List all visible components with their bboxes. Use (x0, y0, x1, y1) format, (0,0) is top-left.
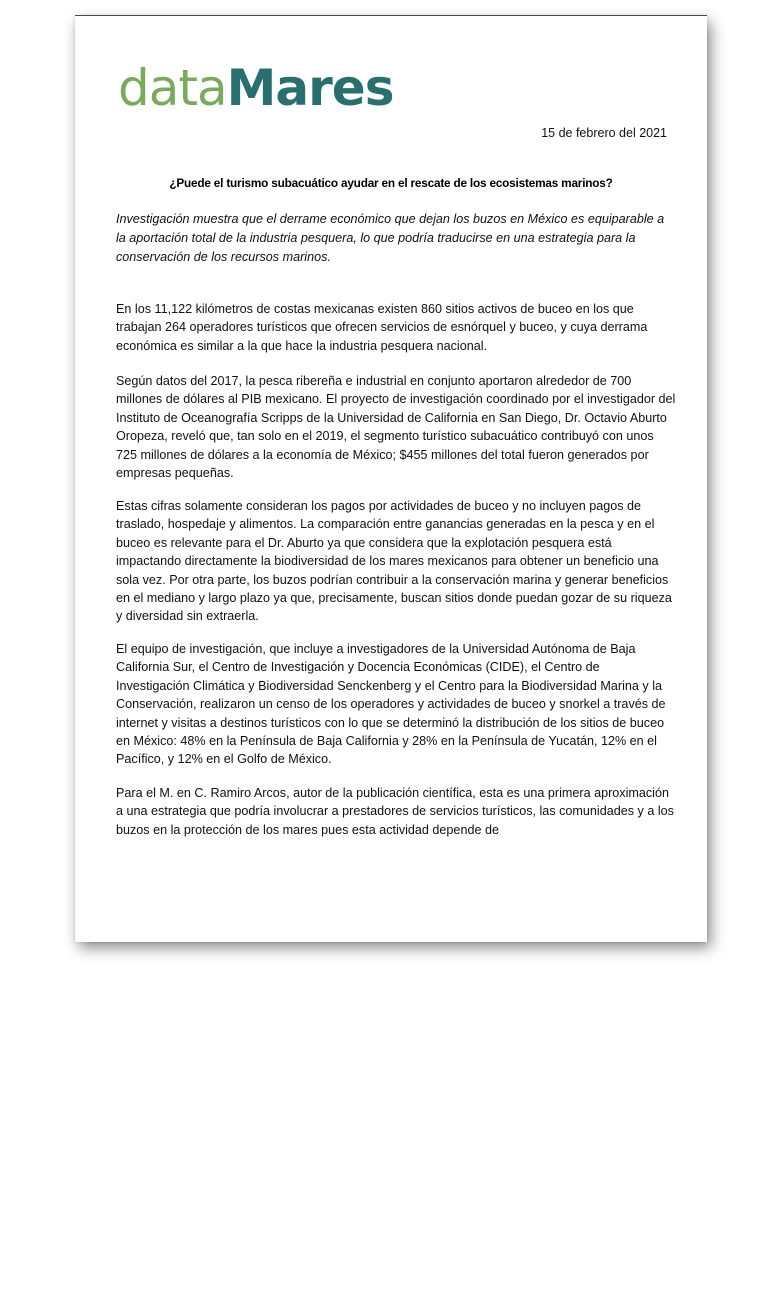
article-lead: Investigación muestra que el derrame económico que dejan los buzos en México es equiparable a la aportación total de la industria pesquera, lo que podría traducirse en una estrategia para la conservación de los recursos marinos. (116, 212, 665, 264)
publication-date: 15 de febrero del 2021 (541, 126, 667, 140)
article-headline: ¿Puede el turismo subacuático ayudar en el rescate de los ecosistemas marinos? (169, 176, 613, 190)
body-paragraph: Para el M. en C. Ramiro Arcos, autor de la publicación científica, esta es una primera aproximación a una estrategia que podría involucrar a prestadores de servicios turísticos, las comunidades y a los buzos en la protección de los mares pues esta actividad depende de (116, 786, 674, 837)
datamares-logo (118, 58, 393, 118)
body-paragraph: Estas cifras solamente consideran los pagos por actividades de buceo y no incluyen pagos de traslado, hospedaje y alimentos. La comparación entre ganancias generadas en la pesca y en el buceo es relevante para el Dr. Aburto ya que considera que la explotación pesquera está impactando directamente la biodiversidad de los mares mexicanos para obtener un beneficio una sola vez. Por otra parte, los buzos podrían contribuir a la conservación marina y generar beneficios en el mediano y largo plazo ya que, precisamente, buscan sitios donde puedan gozar de su riqueza y diversidad sin extraerla. (116, 499, 672, 624)
body-paragraph: El equipo de investigación, que incluye a investigadores de la Universidad Autónoma de Baja California Sur, el Centro de Investigación y Docencia Económicas (CIDE), el Centro de Investigación Climática y Biodiversidad Senckenberg y el Centro para la Biodiversidad Marina y la Conservación, realizaron un censo de los operadores y actividades de buceo y snorkel a través de internet y visitas a destinos turísticos con lo que se determinó la distribución de los sitios de buceo en México: 48% en la Península de Baja California y 28% en la Península de Yucatán, 12% en el Pacífico, y 12% en el Golfo de México. (116, 642, 666, 767)
body-paragraph: En los 11,122 kilómetros de costas mexicanas existen 860 sitios activos de buceo en los que trabajan 264 operadores turísticos que ofrecen servicios de esnórquel y buceo, y cuya derrama económica es similar a la que hace la industria pesquera nacional. (116, 302, 648, 353)
body-paragraph: Según datos del 2017, la pesca ribereña e industrial en conjunto aportaron alrededor de 700 millones de dólares al PIB mexicano. El proyecto de investigación coordinado por el investigador del Instituto de Oceanografía Scripps de la Universidad de California en San Diego, Dr. Octavio Aburto Oropeza, reveló que, tan solo en el 2019, el segmento turístico subacuático contribuyó con unos 725 millones de dólares a la economía de México; $455 millones del total fueron generados por empresas pequeñas. (116, 374, 676, 481)
logo-text-light: data (118, 59, 227, 117)
logo-text-bold: Mares (226, 59, 394, 117)
document-page (75, 16, 707, 942)
